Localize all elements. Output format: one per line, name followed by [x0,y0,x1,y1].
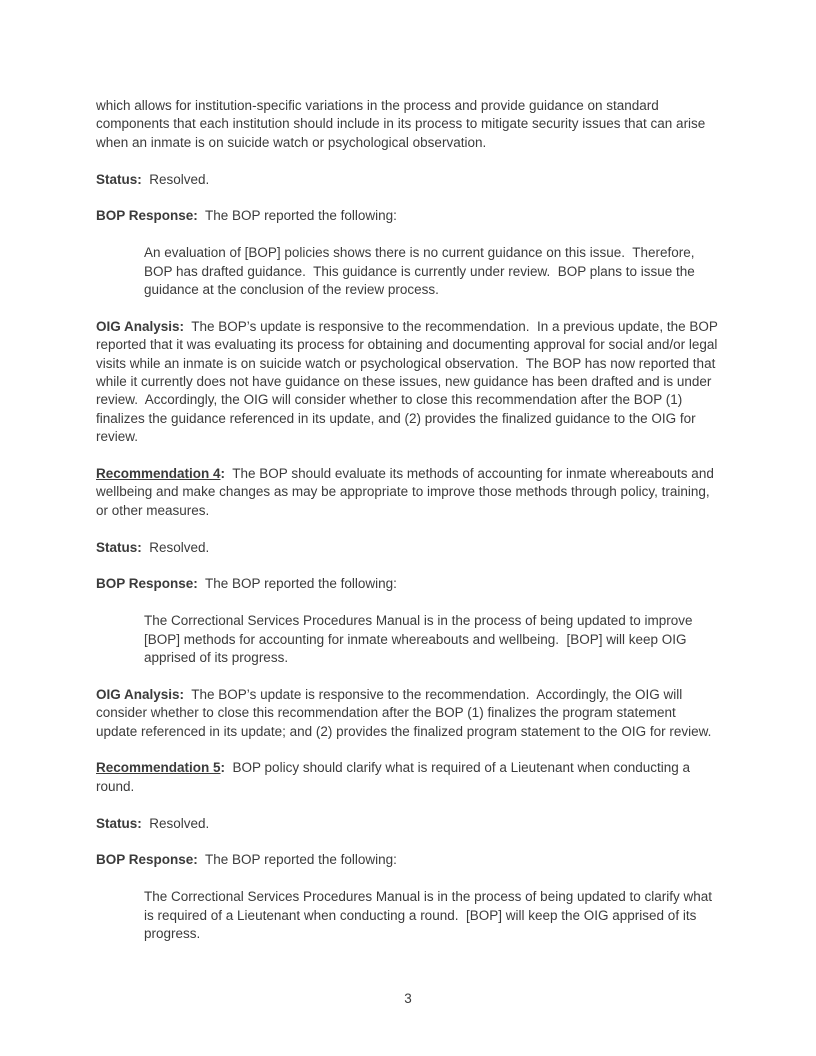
page-number: 3 [404,991,412,1006]
bop-response-label: BOP Response: [96,852,198,868]
bop-response-text: The BOP reported the following: [197,576,397,592]
page-footer [0,990,816,1008]
recommendation-4-colon: : [220,466,226,482]
bop-response-line [96,207,720,225]
recommendation-4-text: The BOP should evaluate its methods of accounting for inmate whereabouts and wellbeing and make changes as may be appropriate to improve those methods through policy, training, or other measures. [96,466,718,518]
recommendation-4-paragraph [96,465,720,520]
oig-analysis-text: The BOP’s update is responsive to the recommendation. Accordingly, the OIG will consider whether to close this recommendation after the BOP (1) finalizes the program statement update referenced in its update; and (2) provides the finalized program statement to the OIG for review. [96,686,712,739]
bop-response-label: BOP Response: [96,208,198,224]
status-label: Status: [96,171,142,187]
bop-response-line [96,575,720,593]
recommendation-5-paragraph [96,759,720,796]
bop-response-label: BOP Response: [96,576,198,592]
recommendation-5-label: Recommendation 5 [96,760,221,776]
bop-response-text: The BOP reported the following: [197,208,397,224]
body-paragraph: which allows for institution-specific variations in the process and provide guidance on standard components that each institution should include in its process to mitigate security issues that can arise when an inmate is on suicide watch or psychological observation. [96,98,710,150]
oig-analysis-paragraph [96,318,720,447]
oig-analysis-label: OIG Analysis: [96,318,185,334]
block-quote: The Correctional Services Procedures Manual is in the process of being updated to improve [BOP] methods for accounting for inmate whereabouts and wellbeing. [BOP] will keep OIG apprised of its progress. [144,613,697,666]
status-value: Resolved. [141,539,210,555]
status-label: Status: [96,815,142,831]
status-value: Resolved. [141,815,210,831]
page-content [96,97,720,962]
status-value: Resolved. [141,171,210,187]
bop-response-line [96,851,720,869]
status-line [96,171,720,189]
oig-analysis-paragraph [96,686,720,741]
status-label: Status: [96,539,142,555]
status-line [96,815,720,833]
recommendation-5-text: BOP policy should clarify what is required of a Lieutenant when conducting a round. [96,760,694,794]
block-quote: The Correctional Services Procedures Manual is in the process of being updated to clarify what is required of a Lieutenant when conducting a round. [BOP] will keep the OIG apprised of its progress. [144,889,716,942]
block-quote: An evaluation of [BOP] policies shows there is no current guidance on this issue. Therefore, BOP has drafted guidance. This guidance is currently under review. BOP plans to issue the guidance at the conclusion of the review process. [144,245,699,298]
oig-analysis-text: The BOP’s update is responsive to the recommendation. In a previous update, the BOP reported that it was evaluating its process for obtaining and documenting approval for social and/or legal visits while an inmate is on suicide watch or psychological observation. The BOP has now reported that while it currently does not have guidance on these issues, new guidance has been drafted and is under review. Accordingly, the OIG will consider whether to close this recommendation after the BOP (1) finalizes the guidance referenced in its update, and (2) provides the finalized guidance to the OIG for review. [96,318,722,445]
bop-response-text: The BOP reported the following: [197,852,397,868]
oig-analysis-label: OIG Analysis: [96,686,185,702]
recommendation-5-colon: : [220,760,226,776]
recommendation-4-label: Recommendation 4 [96,466,221,482]
status-line [96,539,720,557]
